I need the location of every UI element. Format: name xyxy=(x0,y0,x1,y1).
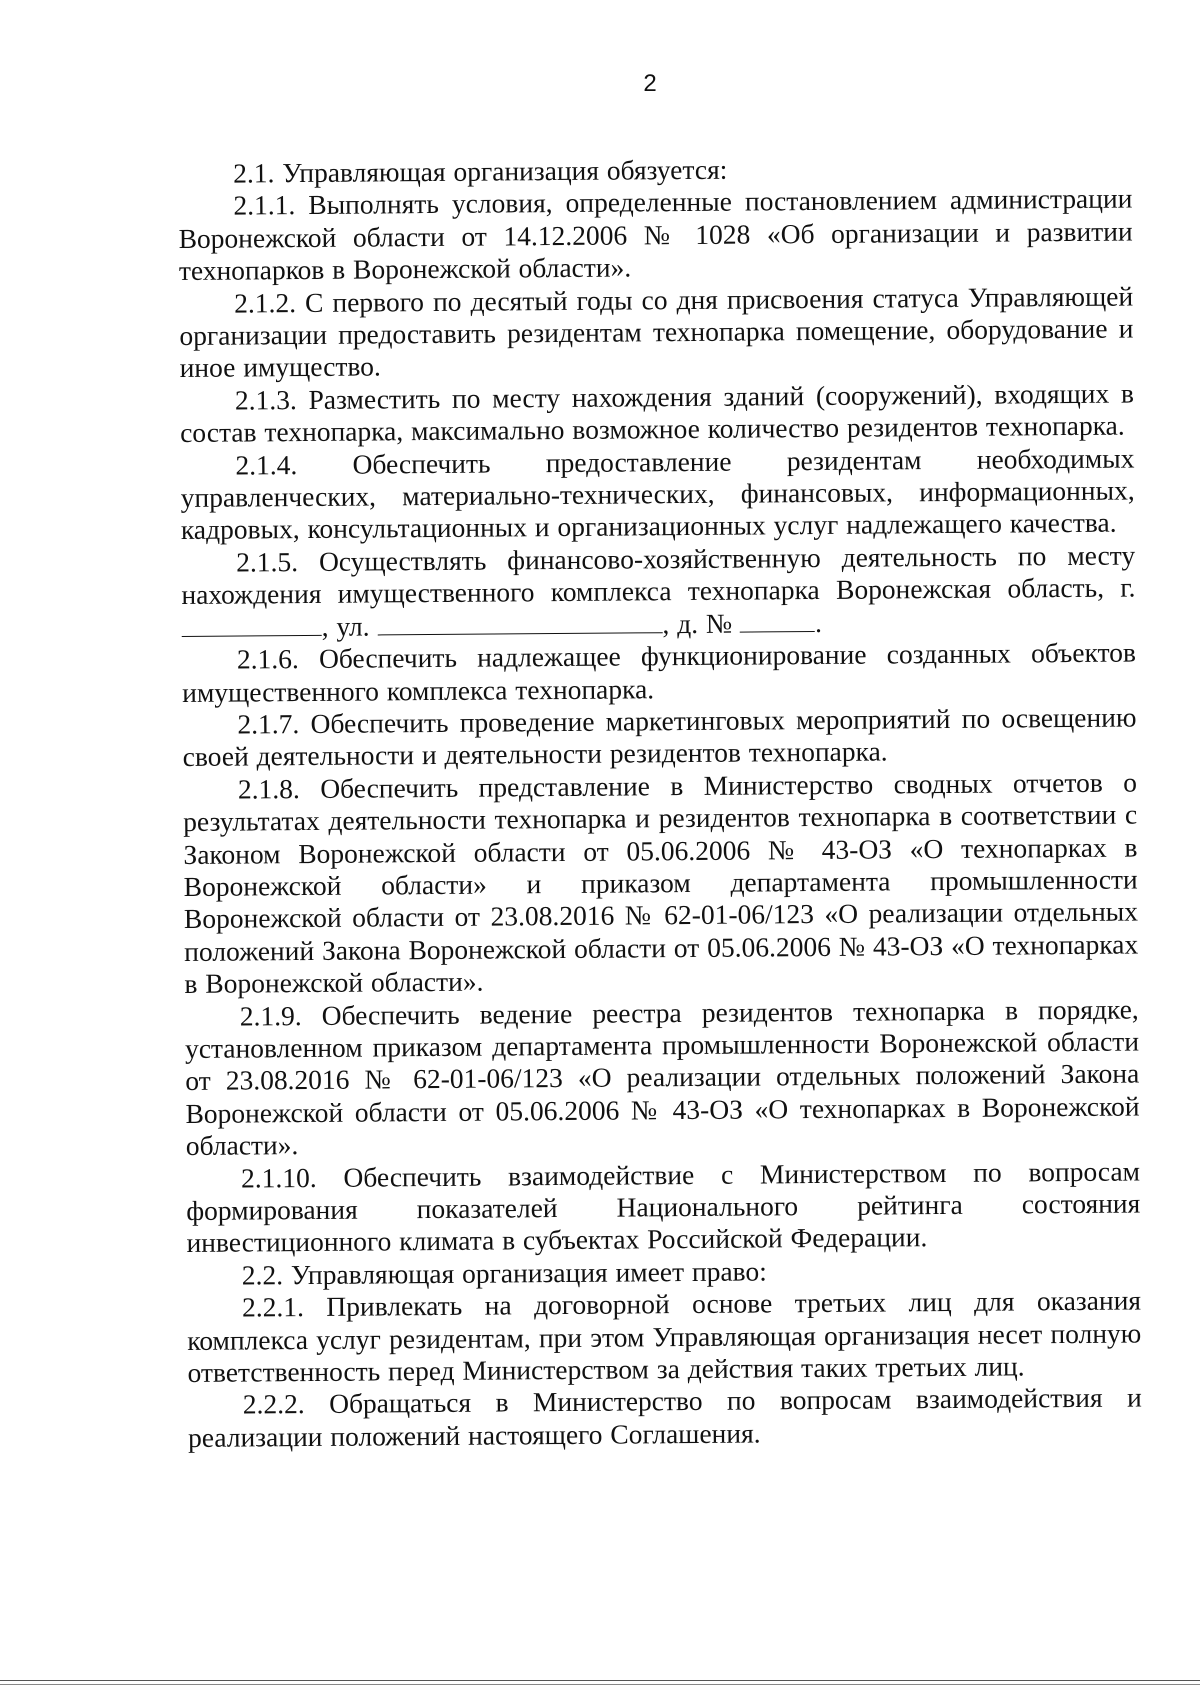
clause-2-1-heading: 2.1. Управляющая организация обязуется: xyxy=(232,153,728,189)
house-number-blank-field xyxy=(740,609,815,633)
street-blank-field xyxy=(377,610,662,635)
house-prefix: , д. № xyxy=(662,607,733,639)
street-prefix: , ул. xyxy=(321,610,370,642)
clause-2-1-6: 2.1.6. Обеспечить надлежащее функционирование созданных объектов имущественного комплекса технопарка. xyxy=(182,636,1137,708)
clause-2-1-1: 2.1.1. Выполнять условия, определенные постановлением администрации Воронежской области от 14.12.2006 № 1028 «Об организации и развитии технопарков в Воронежской области». xyxy=(178,182,1133,287)
clause-2-2-2: 2.2.2. Обращаться в Министерство по вопросам взаимодействия и реализации положений настоящего Соглашения. xyxy=(187,1381,1142,1453)
document-body xyxy=(178,151,1142,1455)
city-blank-field xyxy=(182,613,322,637)
clause-2-1-2: 2.1.2. С первого по десятый годы со дня присвоения статуса Управляющей организации предоставить резидентам технопарка помещение, оборудование и иное имущество. xyxy=(179,280,1134,384)
clause-2-1-4: 2.1.4. Обеспечить предоставление резидентам необходимых управленческих, материально-технических, финансовых, информационных, кадровых, консультационных и организационных услуг надлежащего качества. xyxy=(180,442,1135,546)
page-number: 2 xyxy=(643,70,657,97)
scan-edge-line-secondary xyxy=(0,1684,1200,1685)
clause-2-1-7: 2.1.7. Обеспечить проведение маркетинговых мероприятий по освещению своей деятельности и деятельности резидентов технопарка. xyxy=(182,701,1137,773)
clause-2-2-1: 2.2.1. Привлекать на договорной основе третьих лиц для оказания комплекса услуг резидентам, при этом Управляющая организация несет полную ответственность перед Министерством за действия таких третьих лиц. xyxy=(187,1284,1142,1388)
clause-2-2-heading: 2.2. Управляющая организация имеет право: xyxy=(241,1255,767,1291)
scan-edge-line xyxy=(0,1680,1200,1681)
clause-2-1-10: 2.1.10. Обеспечить взаимодействие с Министерством по вопросам формирования показателей Национального рейтинга состояния инвестиционного климата в субъектах Российской Федерации. xyxy=(186,1155,1141,1259)
clause-2-1-5 xyxy=(181,539,1136,644)
clause-2-1-5-end: . xyxy=(814,606,823,638)
clause-2-1-8: 2.1.8. Обеспечить представление в Министерство сводных отчетов о результатах деятельности технопарка и резидентов технопарка в соответствии с Законом Воронежской области от 05.06.2006 № 43-ОЗ «О технопарках в Воронежской области» и приказом департамента промышленности Воронежской области от 23.08.2016 № 62-01-06/123 «О реализации отдельных положений Закона Воронежской области от 05.06.2006 № 43-ОЗ «О технопарках в Воронежской области». xyxy=(183,766,1139,1000)
clause-2-1-9: 2.1.9. Обеспечить ведение реестра резидентов технопарка в порядке, установленном приказом департамента промышленности Воронежской области от 23.08.2016 № 62-01-06/123 «О реализации отдельных положений Закона Воронежской области от 05.06.2006 № 43-ОЗ «О технопарках в Воронежской области». xyxy=(184,993,1140,1162)
clause-2-1-5-text: 2.1.5. Осуществлять финансово-хозяйственную деятельность по месту нахождения имущественного комплекса технопарка Воронежская область, г. xyxy=(181,539,1136,611)
clause-2-1-3: 2.1.3. Разместить по месту нахождения зданий (сооружений), входящих в состав технопарка, максимально возможное количество резидентов технопарка. xyxy=(180,377,1134,449)
